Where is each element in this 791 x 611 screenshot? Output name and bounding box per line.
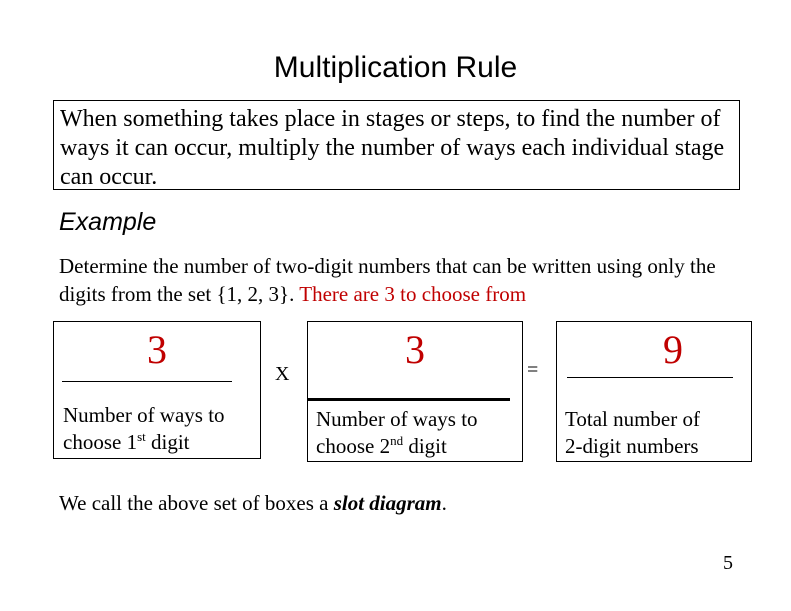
example-problem: [59, 252, 759, 308]
slot-description-line: Number of ways to: [316, 407, 478, 431]
example-heading: Example: [59, 208, 157, 236]
slide-title: Multiplication Rule: [273, 51, 518, 84]
slot-diagram-footnote: We call the above set of boxes a slot diagram.: [59, 491, 447, 515]
page-number: 5: [723, 552, 733, 574]
slot-box-second-digit: [307, 321, 523, 462]
slot-blank-line: [62, 381, 232, 382]
slot-blank-line: [567, 377, 733, 378]
slot-blank-line: [308, 398, 510, 401]
slot-description-line: Number of ways to: [63, 403, 225, 427]
slot-diagram-term: slot diagram: [333, 491, 442, 515]
slot-description: [63, 402, 225, 456]
slot-description: [316, 406, 478, 460]
problem-text: Determine the number of two-digit numbers that can be written using only the digits from the set {1, 2, 3}.: [59, 254, 716, 306]
slot-box-first-digit: [53, 321, 261, 459]
slot-value: 9: [663, 327, 683, 372]
multiply-operator: X: [275, 363, 290, 385]
slot-description-line: choose 1st digit: [63, 429, 190, 454]
problem-note: There are 3 to choose from: [294, 282, 527, 306]
slot-description-line: Total number of: [565, 407, 700, 431]
slot-box-total: [556, 321, 752, 462]
equals-operator: =: [527, 359, 539, 381]
slot-value: 3: [147, 327, 167, 372]
slot-description-line: 2-digit numbers: [565, 434, 699, 458]
slot-description: [565, 406, 700, 460]
rule-definition-box: When something takes place in stages or steps, to find the number of ways it can occur, multiply the number of ways each individual stage can occur.: [53, 100, 740, 190]
slot-description-line: choose 2nd digit: [316, 433, 447, 458]
slot-value: 3: [405, 327, 425, 372]
